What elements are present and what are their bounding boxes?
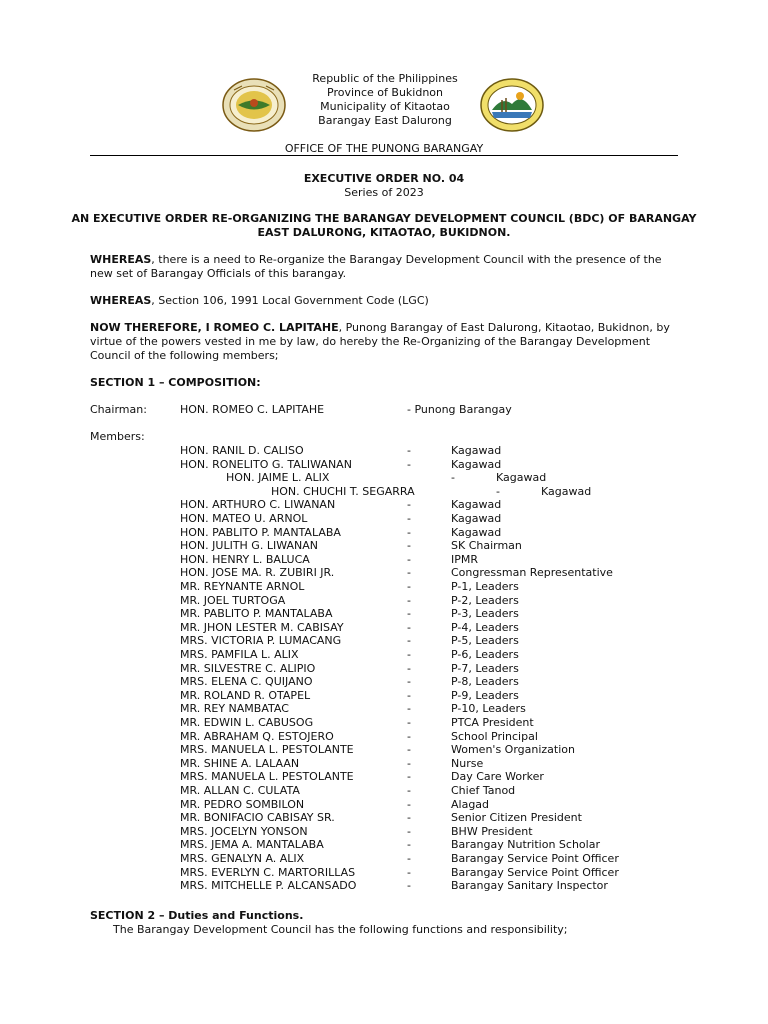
member-dash: -: [407, 648, 411, 661]
member-name: HON. JAIME L. ALIX: [226, 471, 330, 484]
order-title-line-1: AN EXECUTIVE ORDER RE-ORGANIZING THE BARANGAY DEVELOPMENT COUNCIL (BDC) OF BARANGAY: [71, 212, 697, 225]
section-1-heading: SECTION 1 – COMPOSITION:: [90, 376, 261, 389]
barangay-line: Barangay East Dalurong: [318, 114, 452, 127]
member-role: P-5, Leaders: [451, 634, 519, 647]
member-name: MR. JHON LESTER M. CABISAY: [180, 621, 344, 634]
member-name: MRS. MITCHELLE P. ALCANSADO: [180, 879, 357, 892]
member-role: Kagawad: [496, 471, 547, 484]
member-dash: -: [407, 798, 411, 811]
member-name: MR. SILVESTRE C. ALIPIO: [180, 662, 316, 675]
member-name: MRS. VICTORIA P. LUMACANG: [180, 634, 342, 647]
member-role: IPMR: [451, 553, 479, 566]
whereas-lead: WHEREAS: [90, 294, 152, 307]
member-role: PTCA President: [451, 716, 534, 729]
member-dash: -: [407, 458, 411, 471]
member-role: P-9, Leaders: [451, 689, 519, 702]
member-dash: -: [407, 675, 411, 688]
member-dash: -: [407, 757, 411, 770]
member-role: Alagad: [451, 798, 490, 811]
member-role: Senior Citizen President: [451, 811, 582, 824]
member-name: MRS. PAMFILA L. ALIX: [180, 648, 299, 661]
member-name: HON. RONELITO G. TALIWANAN: [180, 458, 352, 471]
member-role: Barangay Sanitary Inspector: [451, 879, 608, 892]
member-role: Barangay Service Point Officer: [451, 852, 619, 865]
whereas-paragraph-2: [90, 294, 670, 308]
republic-line: Republic of the Philippines: [312, 72, 458, 85]
members-label: Members:: [90, 430, 145, 443]
member-role: School Principal: [451, 730, 538, 743]
member-dash: -: [407, 702, 411, 715]
office-title: OFFICE OF THE PUNONG BARANGAY: [284, 142, 484, 155]
member-dash: -: [407, 784, 411, 797]
member-name: MR. PEDRO SOMBILON: [180, 798, 305, 811]
member-role: SK Chairman: [451, 539, 522, 552]
member-dash: -: [407, 730, 411, 743]
member-role: Barangay Service Point Officer: [451, 866, 619, 879]
section-2-heading: SECTION 2 – Duties and Functions.: [90, 909, 304, 922]
member-dash: -: [407, 634, 411, 647]
member-dash: -: [407, 553, 411, 566]
member-role: P-7, Leaders: [451, 662, 519, 675]
member-dash: -: [407, 770, 411, 783]
order-series: Series of 2023: [344, 186, 424, 199]
member-dash: -: [407, 607, 411, 620]
member-name: HON. RANIL D. CALISO: [180, 444, 304, 457]
member-name: MR. EDWIN L. CABUSOG: [180, 716, 314, 729]
member-dash: -: [407, 621, 411, 634]
member-role: Kagawad: [451, 458, 502, 471]
letterhead-text: [290, 72, 480, 128]
member-dash: -: [407, 594, 411, 607]
now-therefore-paragraph: [90, 321, 670, 363]
member-dash: -: [407, 580, 411, 593]
member-role: BHW President: [451, 825, 533, 838]
member-name: MR. REY NAMBATAC: [180, 702, 289, 715]
member-role: Congressman Representative: [451, 566, 613, 579]
member-role: Kagawad: [451, 498, 502, 511]
whereas-paragraph-1: [90, 253, 670, 281]
member-name: MR. ROLAND R. OTAPEL: [180, 689, 311, 702]
member-name: HON. HENRY L. BALUCA: [180, 553, 310, 566]
member-name: HON. PABLITO P. MANTALABA: [180, 526, 341, 539]
member-role: Kagawad: [541, 485, 592, 498]
member-dash: -: [407, 498, 411, 511]
chairman-role: - Punong Barangay: [407, 403, 512, 416]
member-role: Nurse: [451, 757, 484, 770]
member-name: MR. ABRAHAM Q. ESTOJERO: [180, 730, 334, 743]
municipality-seal-logo: [480, 78, 544, 132]
member-role: Barangay Nutrition Scholar: [451, 838, 600, 851]
member-name: HON. JULITH G. LIWANAN: [180, 539, 318, 552]
member-role: P-2, Leaders: [451, 594, 519, 607]
member-role: P-3, Leaders: [451, 607, 519, 620]
member-name: MR. REYNANTE ARNOL: [180, 580, 305, 593]
chairman-name: HON. ROMEO C. LAPITAHE: [180, 403, 325, 416]
member-name: HON. ARTHURO C. LIWANAN: [180, 498, 336, 511]
member-role: Kagawad: [451, 444, 502, 457]
member-dash: -: [407, 566, 411, 579]
whereas-text: , there is a need to Re-organize the Barangay Development Council with the presence of the new set of Barangay Officials of this barangay.: [90, 253, 662, 280]
member-dash: -: [407, 716, 411, 729]
member-role: P-1, Leaders: [451, 580, 519, 593]
member-dash: -: [407, 811, 411, 824]
member-role: Day Care Worker: [451, 770, 544, 783]
chairman-label: Chairman:: [90, 403, 147, 416]
member-role: P-4, Leaders: [451, 621, 519, 634]
member-name: MRS. MANUELA L. PESTOLANTE: [180, 743, 354, 756]
member-name: MR. PABLITO P. MANTALABA: [180, 607, 333, 620]
member-dash: -: [407, 526, 411, 539]
member-name: MR. JOEL TURTOGA: [180, 594, 286, 607]
member-name: MRS. GENALYN A. ALIX: [180, 852, 305, 865]
member-name: MRS. EVERLYN C. MARTORILLAS: [180, 866, 356, 879]
whereas-lead: WHEREAS: [90, 253, 152, 266]
member-role: P-10, Leaders: [451, 702, 526, 715]
member-name: MRS. MANUELA L. PESTOLANTE: [180, 770, 354, 783]
member-dash: -: [407, 879, 411, 892]
municipality-line: Municipality of Kitaotao: [320, 100, 450, 113]
member-dash: -: [407, 512, 411, 525]
province-line: Province of Bukidnon: [327, 86, 443, 99]
member-role: Kagawad: [451, 512, 502, 525]
member-name: MR. BONIFACIO CABISAY SR.: [180, 811, 335, 824]
member-role: Chief Tanod: [451, 784, 516, 797]
member-role: Women's Organization: [451, 743, 575, 756]
member-dash: -: [407, 662, 411, 675]
section-2-text: The Barangay Development Council has the following functions and responsibility;: [113, 923, 568, 936]
member-dash: -: [451, 471, 455, 484]
member-dash: -: [407, 866, 411, 879]
member-dash: -: [407, 852, 411, 865]
member-dash: -: [407, 743, 411, 756]
member-name: MR. SHINE A. LALAAN: [180, 757, 300, 770]
header-divider: [90, 155, 678, 156]
letterhead: [0, 72, 768, 132]
order-title-line-2: EAST DALURONG, KITAOTAO, BUKIDNON.: [257, 226, 511, 239]
member-name: HON. MATEO U. ARNOL: [180, 512, 308, 525]
now-therefore-lead: NOW THEREFORE, I ROMEO C. LAPITAHE: [90, 321, 339, 334]
order-number: EXECUTIVE ORDER NO. 04: [303, 172, 465, 185]
member-name: MRS. JEMA A. MANTALABA: [180, 838, 324, 851]
member-name: MRS. ELENA C. QUIJANO: [180, 675, 313, 688]
whereas-text: , Section 106, 1991 Local Government Code (LGC): [151, 294, 429, 307]
member-dash: -: [407, 689, 411, 702]
member-name: HON. JOSE MA. R. ZUBIRI JR.: [180, 566, 335, 579]
member-dash: -: [407, 539, 411, 552]
member-dash: -: [407, 444, 411, 457]
member-name: HON. CHUCHI T. SEGARRA: [271, 485, 415, 498]
member-role: Kagawad: [451, 526, 502, 539]
member-dash: -: [496, 485, 500, 498]
member-role: P-6, Leaders: [451, 648, 519, 661]
member-role: P-8, Leaders: [451, 675, 519, 688]
barangay-seal-logo: [222, 78, 286, 132]
member-dash: -: [407, 825, 411, 838]
member-name: MRS. JOCELYN YONSON: [180, 825, 308, 838]
member-name: MR. ALLAN C. CULATA: [180, 784, 300, 797]
member-dash: -: [407, 838, 411, 851]
now-therefore-text: , Punong Barangay of East Dalurong, Kitaotao, Bukidnon, by virtue of the powers vested in me by law, do hereby the Re-Organizing of the Barangay Development Council of the following members;: [90, 321, 670, 362]
